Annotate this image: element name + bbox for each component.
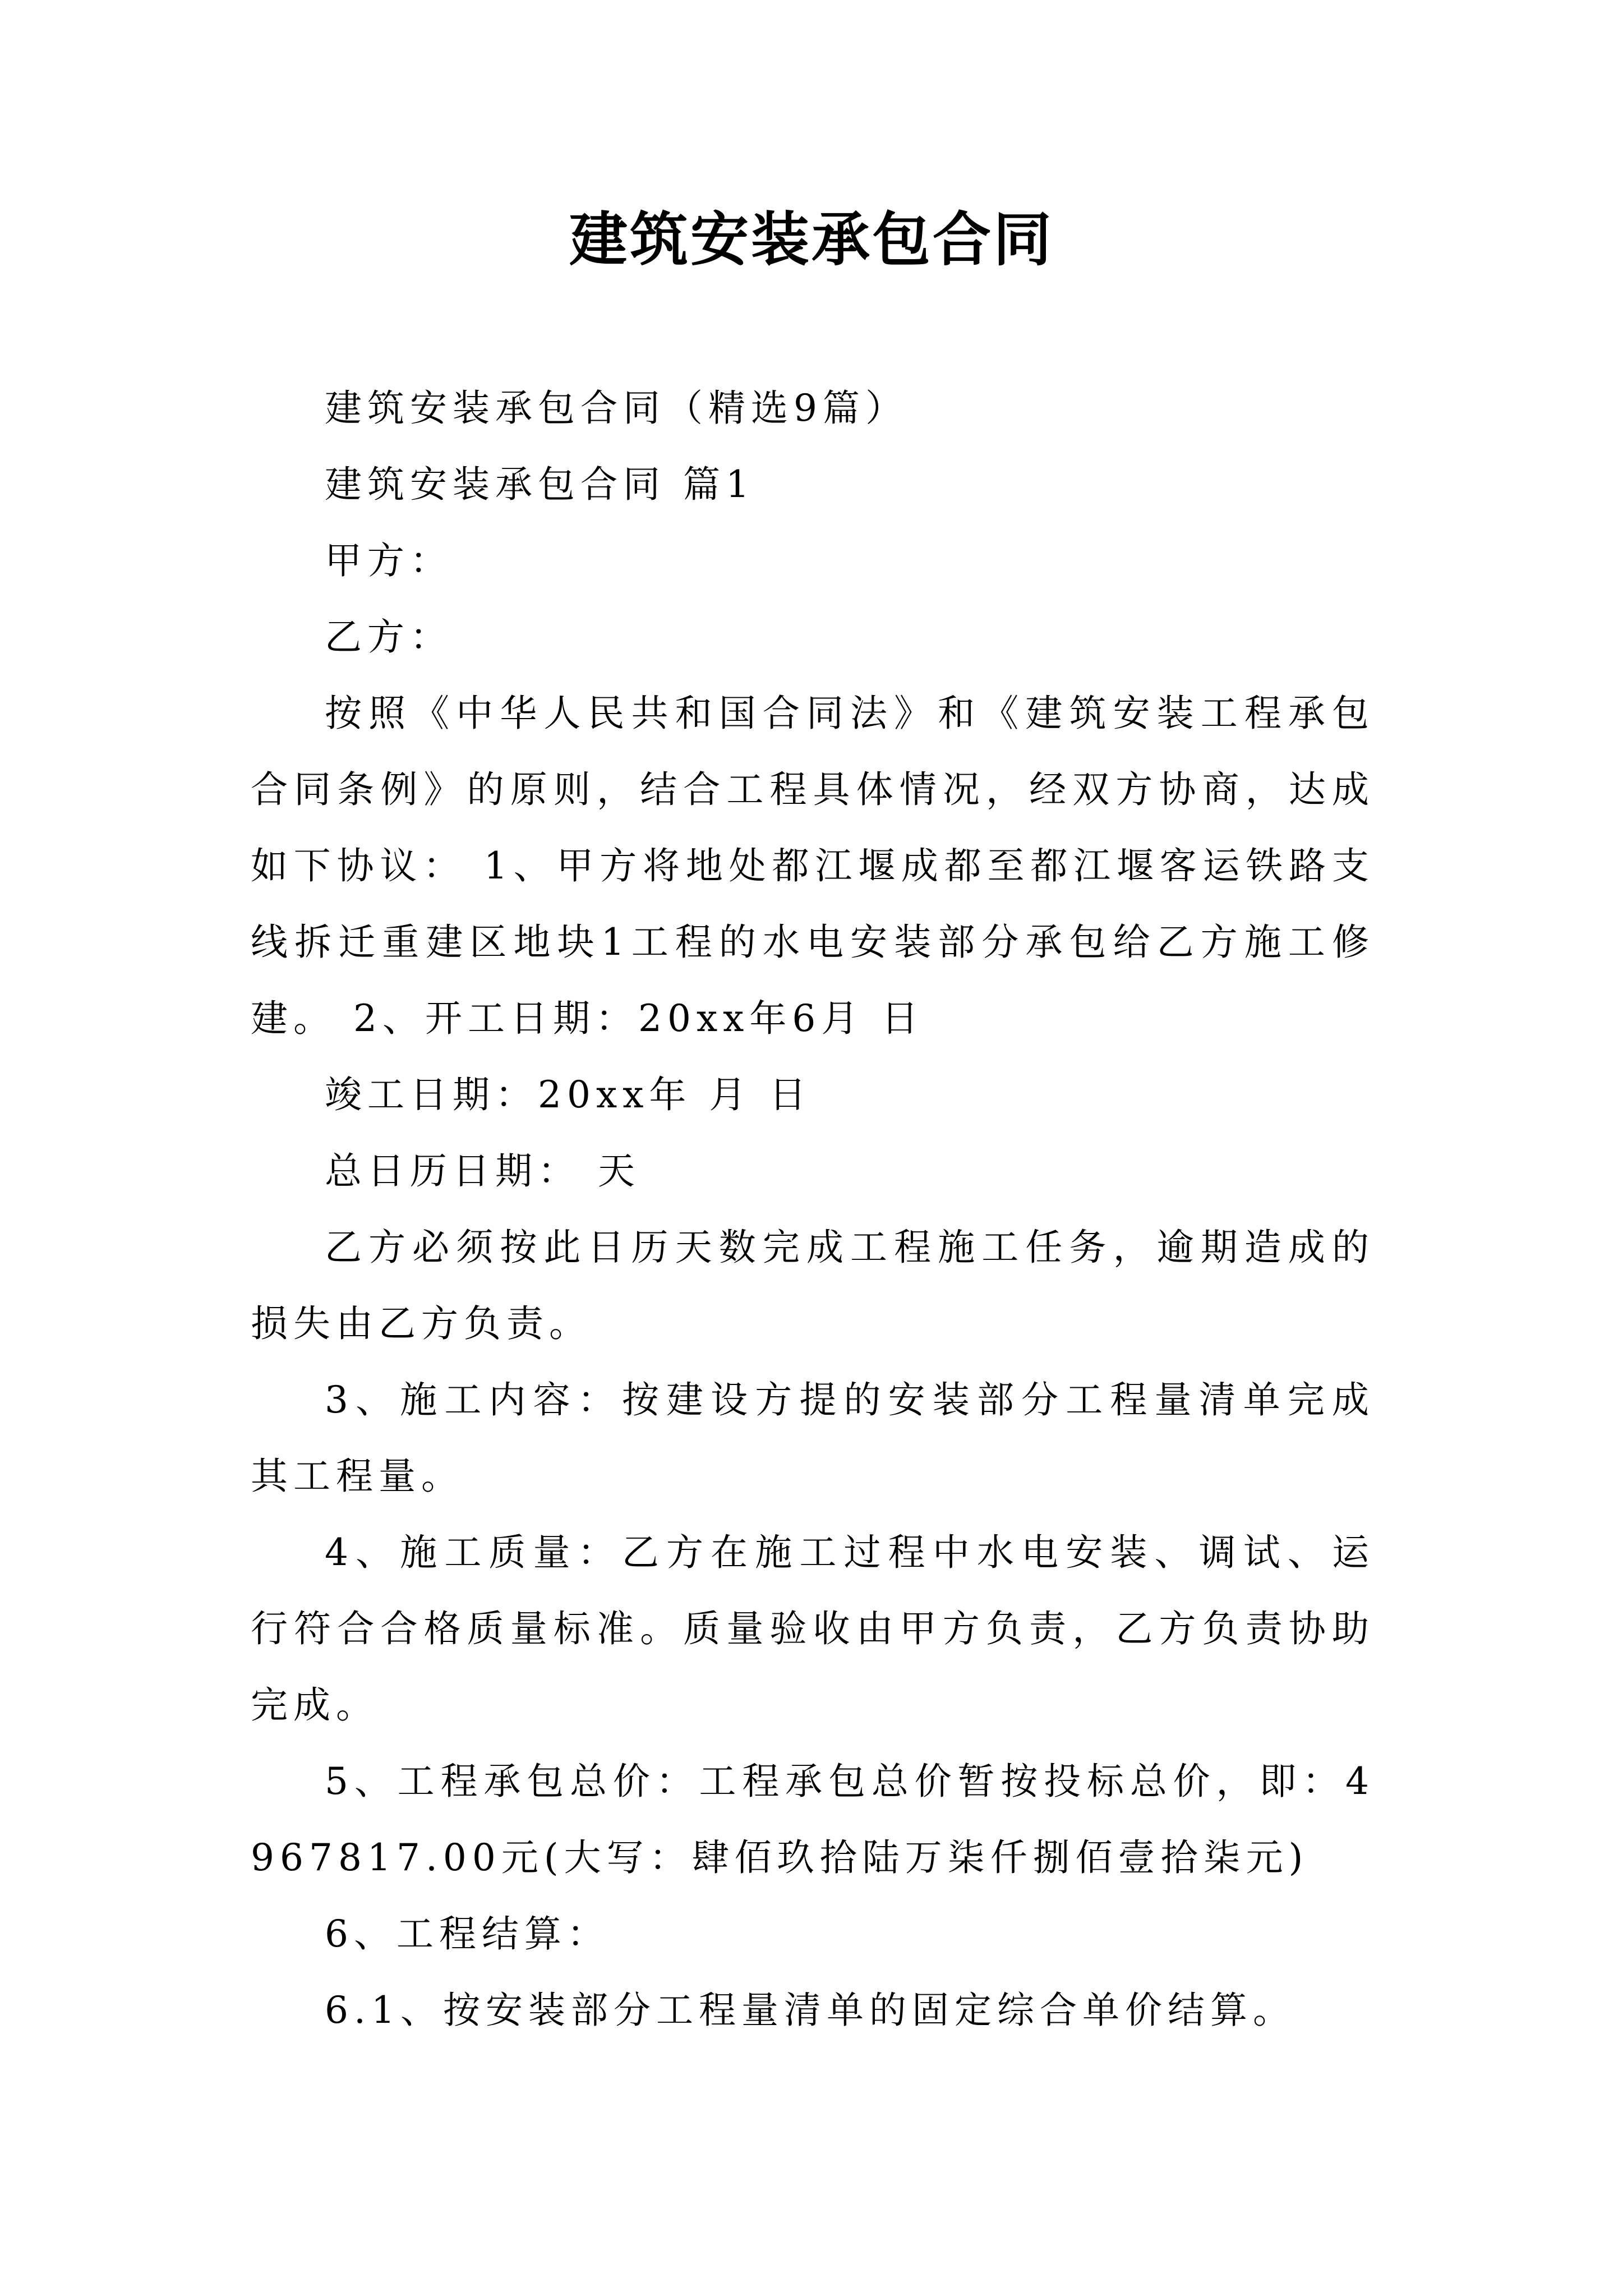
document-title: 建筑安装承包合同 <box>569 205 1054 274</box>
paragraph-agreement-intro: 按照《中华人民共和国合同法》和《建筑安装工程承包合同条例》的原则，结合工程具体情况，经双方协商，达成如下协议： 1、甲方将地处都江堰成都至都江堰客运铁路支线拆迁重建区地块1工程的水电安装部分承包给乙方施工修建。 2、开工日期：20xx年6月 日 <box>251 692 1375 1040</box>
paragraph-completion-date: 竣工日期：20xx年 月 日 <box>325 1073 812 1116</box>
paragraph-construction-quality: 4、施工质量：乙方在施工过程中水电安装、调试、运行符合合格质量标准。质量验收由甲方负责，乙方负责协助完成。 <box>251 1531 1375 1727</box>
paragraph-section-heading: 建筑安装承包合同 篇1 <box>325 463 755 506</box>
paragraph-party-b: 乙方： <box>325 615 453 659</box>
paragraph-total-price: 5、工程承包总价：工程承包总价暂按投标总价，即：4967817.00元(大写：肆佰玖拾陆万柒仟捌佰壹拾柒元) <box>251 1760 1375 1879</box>
paragraph-delay-liability: 乙方必须按此日历天数完成工程施工任务，逾期造成的损失由乙方负责。 <box>251 1226 1375 1345</box>
paragraph-settlement-rule: 6.1、按安装部分工程量清单的固定综合单价结算。 <box>325 1989 1295 2032</box>
document-body <box>251 370 1375 2049</box>
paragraph-subtitle: 建筑安装承包合同（精选9篇） <box>325 386 908 430</box>
paragraph-total-days: 总日历日期： 天 <box>325 1149 640 1193</box>
paragraph-construction-content: 3、施工内容：按建设方提的安装部分工程量清单完成其工程量。 <box>251 1378 1375 1498</box>
paragraph-settlement-heading: 6、工程结算： <box>325 1912 610 1955</box>
paragraph-party-a: 甲方： <box>325 539 453 582</box>
